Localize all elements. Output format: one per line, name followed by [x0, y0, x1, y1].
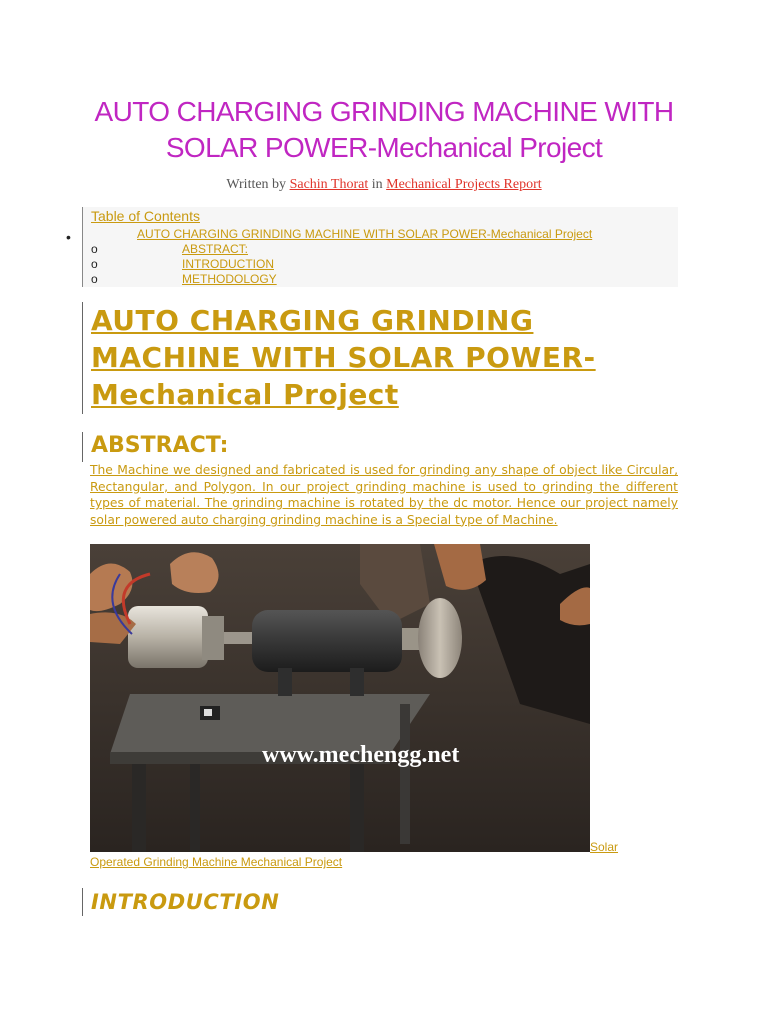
figure-caption: [90, 839, 680, 873]
introduction-heading-block: [82, 888, 280, 916]
toc-sub-marker: o: [91, 257, 98, 271]
toc-title-link[interactable]: Table of Contents: [91, 208, 200, 224]
article-heading-line2: MACHINE WITH SOLAR POWER-: [91, 341, 596, 374]
article-heading: [82, 302, 682, 414]
article-heading-line3: Mechanical Project: [91, 378, 399, 411]
toc-item-main[interactable]: AUTO CHARGING GRINDING MACHINE WITH SOLAR POWER-Mechanical Project: [137, 227, 593, 241]
page-title: [60, 94, 708, 166]
author-link[interactable]: Sachin Thorat: [289, 177, 369, 192]
toc-item-abstract[interactable]: ABSTRACT:: [182, 242, 249, 256]
watermark-text: www.mechengg.net: [262, 742, 460, 768]
byline: [60, 177, 708, 193]
category-link[interactable]: Mechanical Projects Report: [386, 177, 542, 192]
machine-photo-illustration: [90, 544, 590, 852]
page-title-line1: AUTO CHARGING GRINDING MACHINE WITH: [94, 96, 674, 127]
byline-joiner: in: [371, 177, 383, 192]
article-heading-link[interactable]: [91, 302, 681, 413]
toc-item-methodology[interactable]: METHODOLOGY: [182, 272, 277, 286]
toc-item-introduction[interactable]: INTRODUCTION: [182, 257, 274, 271]
byline-prefix: Written by: [226, 177, 287, 192]
caption-link-part1[interactable]: Solar: [590, 840, 619, 854]
page-title-line2: SOLAR POWER-Mechanical Project: [165, 132, 603, 163]
abstract-text[interactable]: The Machine we designed and fabricated is used for grinding any shape of object like Circular, Rectangular, and Polygon. In our project grinding machine is used to grinding the different types of material. The grinding machine is rotated by the dc motor. Hence our project namely solar powered auto charging grinding machine is a Special type of Machine.: [90, 463, 678, 527]
abstract-heading-block: [82, 432, 229, 462]
caption-link-part2[interactable]: Operated Grinding Machine Mechanical Project: [90, 855, 343, 869]
toc-sub-marker: o: [91, 272, 98, 286]
article-heading-line1: AUTO CHARGING GRINDING: [91, 304, 534, 337]
toc-sub-marker: o: [91, 242, 98, 256]
abstract-heading: ABSTRACT:: [91, 433, 229, 458]
toc-bullet: •: [66, 229, 71, 245]
machine-photo[interactable]: [90, 544, 590, 852]
introduction-heading: INTRODUCTION: [91, 890, 280, 914]
table-of-contents: [66, 207, 678, 287]
